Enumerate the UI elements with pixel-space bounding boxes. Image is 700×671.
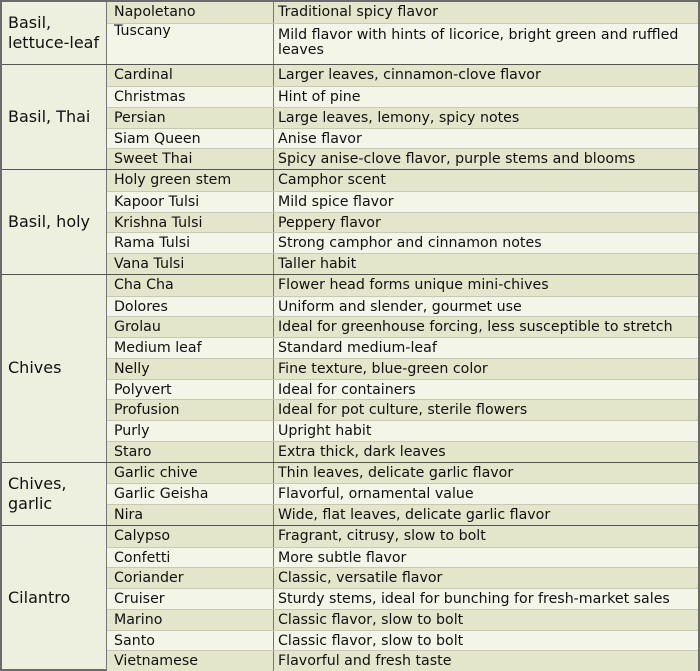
herb-group bbox=[2, 274, 698, 462]
description-cell: Classic, versatile flavor bbox=[278, 570, 443, 587]
table-row bbox=[107, 399, 698, 420]
table-row bbox=[107, 547, 698, 568]
cultivar-cell: Vana Tulsi bbox=[107, 254, 274, 274]
cultivar-cell: Garlic Geisha bbox=[107, 484, 274, 504]
description-cell: Standard medium-leaf bbox=[278, 340, 437, 356]
cultivar-cell: Polyvert bbox=[107, 380, 274, 400]
description-cell: Flavorful, ornamental value bbox=[278, 486, 474, 503]
description-cell: Classic flavor, slow to bolt bbox=[278, 611, 464, 628]
description-cell: Ideal for greenhouse forcing, less susceptible to stretch bbox=[278, 319, 673, 336]
table-row bbox=[107, 296, 698, 317]
cultivar-cell: Nelly bbox=[107, 359, 274, 379]
herb-name: Chives bbox=[2, 275, 107, 462]
table-row bbox=[107, 526, 698, 547]
description-cell: Mild flavor with hints of licorice, bright green and ruffled leaves bbox=[278, 26, 679, 59]
table-row bbox=[107, 65, 698, 86]
cultivar-cell: Rama Tulsi bbox=[107, 233, 274, 253]
description-cell: Anise flavor bbox=[278, 130, 362, 147]
table-row bbox=[107, 567, 698, 588]
table-row bbox=[107, 379, 698, 400]
description-cell: Classic flavor, slow to bolt bbox=[278, 632, 464, 649]
table-row bbox=[107, 253, 698, 274]
description-cell: Wide, flat leaves, delicate garlic flavor bbox=[278, 507, 551, 523]
cultivar-cell: Holy green stem bbox=[107, 170, 274, 191]
table-row bbox=[107, 358, 698, 379]
table-row bbox=[107, 170, 698, 191]
table-row bbox=[107, 128, 698, 149]
description-cell: Large leaves, lemony, spicy notes bbox=[278, 109, 520, 126]
herb-group bbox=[2, 64, 698, 169]
cultivar-cell: Cardinal bbox=[107, 65, 274, 86]
table-row bbox=[107, 2, 698, 23]
description-cell: Ideal for pot culture, sterile flowers bbox=[278, 402, 528, 419]
cultivar-list bbox=[107, 2, 698, 64]
herb-name: Chives, garlic bbox=[2, 463, 107, 525]
description-cell: Thin leaves, delicate garlic flavor bbox=[278, 464, 514, 481]
cultivar-cell: Garlic chive bbox=[107, 463, 274, 484]
description-cell: Hint of pine bbox=[278, 89, 361, 105]
herb-name: Basil, Thai bbox=[2, 65, 107, 169]
description-cell: Flower head forms unique mini-chives bbox=[278, 276, 549, 293]
cultivar-list bbox=[107, 526, 698, 671]
herb-group bbox=[2, 169, 698, 274]
description-cell: Mild spice flavor bbox=[278, 193, 394, 210]
table-row bbox=[107, 420, 698, 441]
table-row bbox=[107, 107, 698, 128]
description-cell: Larger leaves, cinnamon-clove flavor bbox=[278, 67, 541, 84]
table-row bbox=[107, 650, 698, 671]
cultivar-cell: Coriander bbox=[107, 568, 274, 588]
description-cell: Upright habit bbox=[278, 423, 372, 439]
table-row bbox=[107, 504, 698, 525]
cultivar-cell: Medium leaf bbox=[107, 338, 274, 358]
cultivar-cell: Kapoor Tulsi bbox=[107, 192, 274, 212]
cultivar-cell: Cha Cha bbox=[107, 275, 274, 296]
table-row bbox=[107, 337, 698, 358]
description-cell: Fine texture, blue-green color bbox=[278, 360, 488, 377]
herb-group bbox=[2, 462, 698, 525]
cultivar-cell: Staro bbox=[107, 442, 274, 462]
description-cell: Ideal for containers bbox=[278, 381, 416, 398]
description-cell: Extra thick, dark leaves bbox=[278, 443, 446, 460]
herb-group bbox=[2, 0, 698, 64]
table-row bbox=[107, 588, 698, 609]
cultivar-cell: Vietnamese bbox=[107, 651, 274, 671]
table-row bbox=[107, 23, 698, 65]
cultivar-cell: Sweet Thai bbox=[107, 149, 274, 169]
table-row bbox=[107, 275, 698, 296]
description-cell: Peppery flavor bbox=[278, 214, 381, 231]
cultivar-cell: Marino bbox=[107, 610, 274, 630]
table-row bbox=[107, 232, 698, 253]
cultivar-cell: Siam Queen bbox=[107, 129, 274, 149]
table-row bbox=[107, 191, 698, 212]
cultivar-cell: Profusion bbox=[107, 400, 274, 420]
herb-name: Cilantro bbox=[2, 526, 107, 671]
table-row bbox=[107, 483, 698, 504]
cultivar-cell: Purly bbox=[107, 421, 274, 441]
cultivar-cell: Tuscany bbox=[107, 24, 274, 65]
description-cell: Uniform and slender, gourmet use bbox=[278, 298, 522, 315]
table-row bbox=[107, 609, 698, 630]
description-cell: Strong camphor and cinnamon notes bbox=[278, 235, 542, 252]
description-cell: Fragrant, citrusy, slow to bolt bbox=[278, 527, 486, 544]
description-cell: Spicy anise-clove flavor, purple stems and blooms bbox=[278, 151, 636, 168]
cultivar-list bbox=[107, 65, 698, 169]
cultivar-cell: Napoletano bbox=[107, 2, 274, 23]
table-row bbox=[107, 148, 698, 169]
cultivar-cell: Persian bbox=[107, 108, 274, 128]
cultivar-cell: Confetti bbox=[107, 548, 274, 568]
table-row bbox=[107, 630, 698, 651]
herb-group bbox=[2, 525, 698, 671]
description-cell: Sturdy stems, ideal for bunching for fresh-market sales bbox=[278, 591, 670, 607]
cultivar-cell: Nira bbox=[107, 505, 274, 525]
table-row bbox=[107, 212, 698, 233]
table-row bbox=[107, 463, 698, 484]
table-row bbox=[107, 316, 698, 337]
cultivar-cell: Christmas bbox=[107, 87, 274, 107]
herb-name: Basil, lettuce-leaf bbox=[2, 2, 107, 64]
description-cell: More subtle flavor bbox=[278, 549, 407, 566]
table-row bbox=[107, 441, 698, 462]
cultivar-cell: Dolores bbox=[107, 297, 274, 317]
cultivar-list bbox=[107, 463, 698, 525]
cultivar-cell: Cruiser bbox=[107, 589, 274, 609]
description-cell: Camphor scent bbox=[278, 172, 386, 188]
description-cell: Flavorful and fresh taste bbox=[278, 653, 452, 670]
cultivar-cell: Santo bbox=[107, 631, 274, 651]
description-cell: Taller habit bbox=[278, 256, 357, 272]
cultivar-cell: Grolau bbox=[107, 317, 274, 337]
description-cell: Traditional spicy flavor bbox=[278, 4, 438, 20]
cultivar-cell: Calypso bbox=[107, 526, 274, 547]
table-row bbox=[107, 86, 698, 107]
cultivar-cell: Krishna Tulsi bbox=[107, 213, 274, 233]
herb-name: Basil, holy bbox=[2, 170, 107, 274]
cultivar-list bbox=[107, 170, 698, 274]
cultivar-list bbox=[107, 275, 698, 462]
